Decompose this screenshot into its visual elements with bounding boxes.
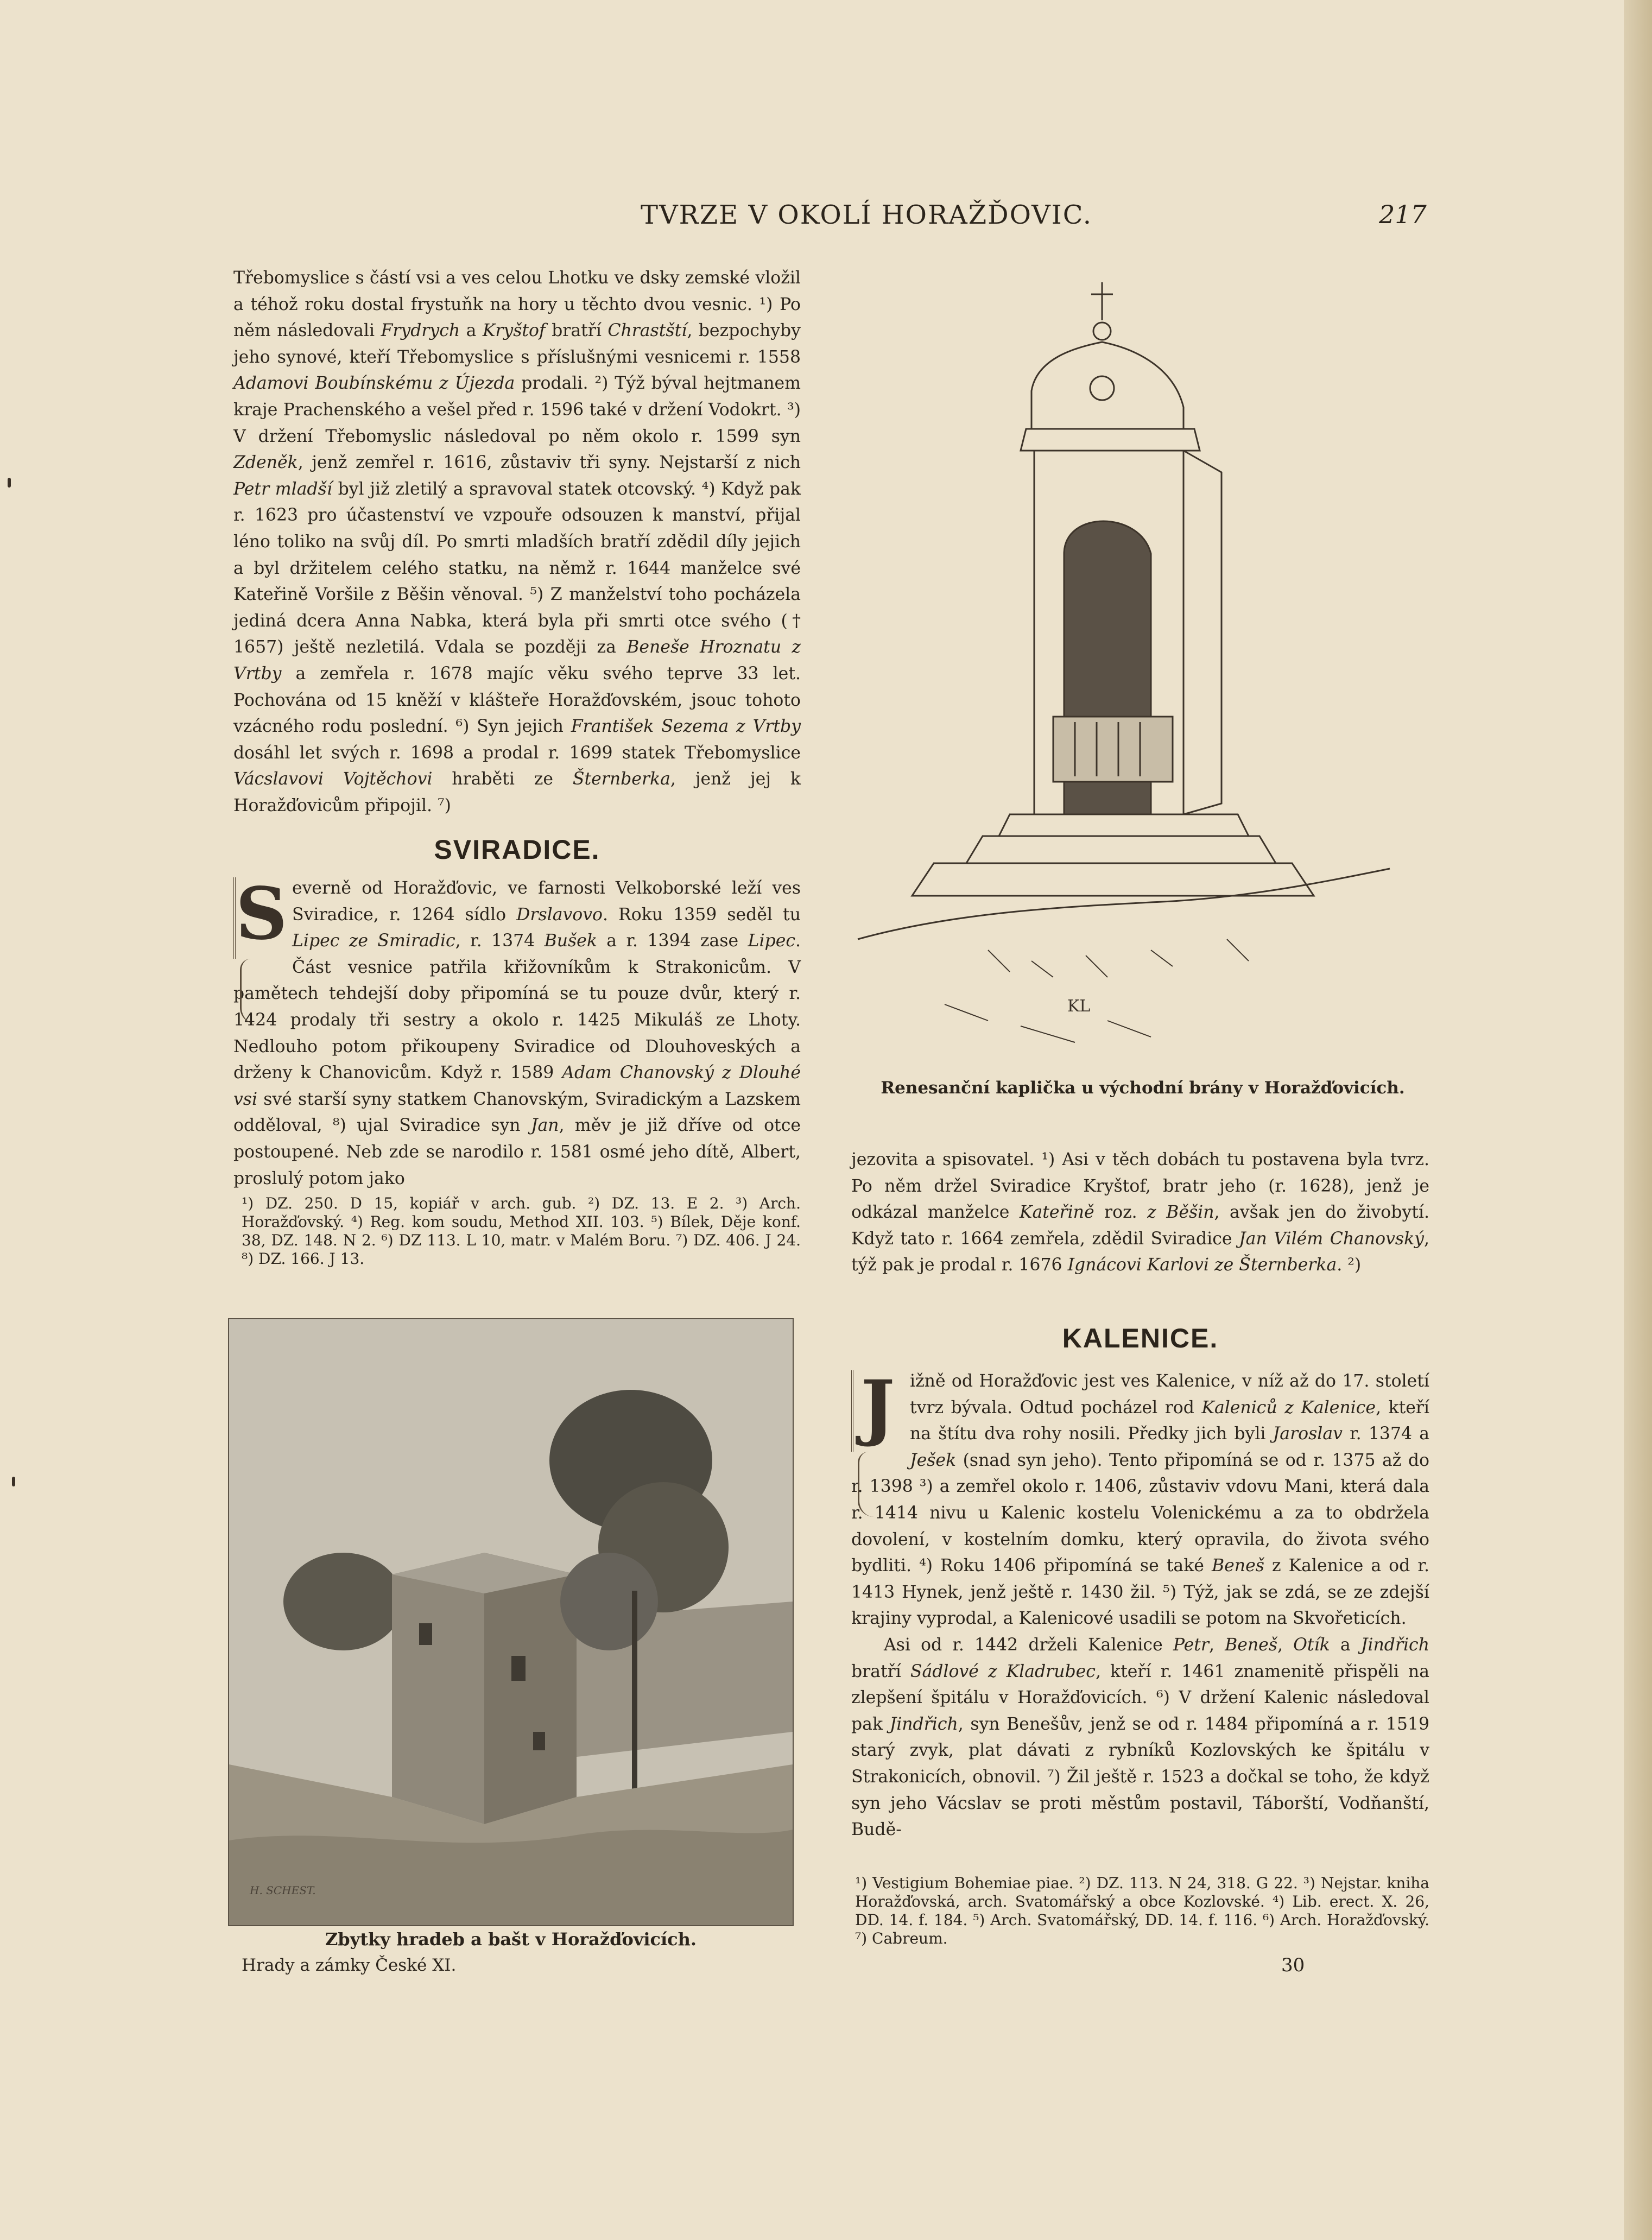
page-edge [1624, 0, 1652, 2240]
right-continuation: jezovita a spisovatel. ¹) Asi v těch dobách tu postavena byla tvrz. Po něm držel Sviradice Kryštof, bratr jeho (r. 1628), jenž je odkázal manželce Kateřině roz. z Běšin, avšak jen do živobytí. Když tato r. 1664 zemřela, zdědil Sviradice Jan Vilém Chanovský, týž pak je prodal r. 1676 Ignácovi Karlovi ze Šternberka. ²) [851, 1150, 1429, 1275]
right-footnotes [855, 1874, 1429, 1948]
running-header: TVRZE V OKOLÍ HORAŽĎOVIC. [641, 200, 1093, 230]
scan-mark [12, 1477, 15, 1486]
scan-mark [8, 478, 11, 488]
drawing-monogram: KL [1067, 997, 1091, 1016]
left-paragraph-1: Třebomyslice s částí vsi a ves celou Lhotku ve dsky zemské vložil a téhož roku dostal frystuňk na hory u těchto dvou vesnic. ¹) Po něm následovali Frydrych a Kryštof bratří Chrastští, bezpochyby jeho synové, kteří Třebomyslice s příslušnými vesnicemi r. 1558 Adamovi Boubínskému z Újezda prodali. ²) Týž býval hejtmanem kraje Prachenského a vešel před r. 1596 také v držení Vodokrt. ³) V držení Třebomyslic následoval po něm okolo r. 1599 syn Zdeněk, jenž zemřel r. 1616, zůstaviv tři syny. Nejstarší z nich Petr mladší byl již zletilý a spravoval statek otcovský. ⁴) Když pak r. 1623 pro účastenství ve vzpouře odsouzen k manství, přijal léno toliko na svůj díl. Po smrti mladších bratří zdědil díly jejich a byl držitelem celého statku, na němž r. 1644 manželce své Kateřině Voršile z Běšin věnoval. ⁵) Z manželství toho pocházela jediná dcera Anna Nabka, která byla při smrti otce svého († 1657) ještě nezletilá. Vdala se později za Beneše Hroznatu z Vrtby a zemřela r. 1678 majíc věku svého teprve 33 let. Pochována od 15 kněží v klášteře Horažďovském, jsouc tohoto vzácného rodu poslední. ⁶) Syn jejich František Sezema z Vrtby dosáhl let svých r. 1698 a prodal r. 1699 statek Třebomyslice Vácslavovi Vojtěchovi hraběti ze Šternberka, jenž jej k Horažďovicům připojil. ⁷) [233, 268, 801, 815]
drop-cap-flourish [858, 1452, 881, 1517]
castle-walls-photo [228, 1318, 794, 1926]
chapel-drawing [847, 271, 1395, 1070]
castle-photo-caption: Zbytky hradeb a bašt v Horažďovicích. [325, 1929, 697, 1950]
photo-signature: H. SCHEST. [250, 1884, 316, 1897]
left-footnotes [242, 1194, 801, 1268]
footnote-block: ¹) DZ. 250. D 15, kopiář v arch. gub. ²) DZ. 13. E 2. ³) Arch. Horažďovský. ⁴) Reg. kom soudu, Method XII. 103. ⁵) Bílek, Děje konf. 38, DZ. 148. N 2. ⁶) DZ 113. L 10, matr. v Malém Boru. ⁷) DZ. 406. J 24. ⁸) DZ. 166. J 13. [242, 1194, 801, 1268]
section-title-kalenice: KALENICE. [1062, 1323, 1219, 1353]
footnote-block: ¹) Vestigium Bohemiae piae. ²) DZ. 113. N 24, 318. G 22. ³) Nejstar. kniha Horažďovská, arch. Svatomářský a obce Kozlovské. ⁴) Lib. erect. X. 26, DD. 14. f. 184. ⁵) Arch. Svatomářský, DD. 14. f. 116. ⁶) Arch. Horažďovský. ⁷) Cabreum. [855, 1874, 1429, 1947]
sheet-number: 30 [1281, 1954, 1305, 1976]
chapel-illustration [847, 271, 1395, 1070]
book-info: Hrady a zámky České XI. [242, 1956, 457, 1975]
section-title-sviradice: SVIRADICE. [434, 834, 600, 865]
right-section-kalenice: Jižně od Horažďovic jest ves Kalenice, v níž až do 17. století tvrz bývala. Odtud pocházel rod Kaleniců z Kalenice, kteří na štítu dva rohy nosili. Předky jich byli Jaroslav r. 1374 a Ješek (snad syn jeho). Tento připomíná se od r. 1375 až do r. 1398 ³) a zemřel okolo r. 1406, zůstaviv vdovu Mani, která dala r. 1414 nivu u Kalenic kostelu Volenickému a za to obdržela dovolení, v kostelním domku, který opravila, do života svého bydliti. ⁴) Roku 1406 připomíná se také Beneš z Kalenice a od r. 1413 Hynek, jenž ještě r. 1430 žil. ⁵) Týž, jak se zdá, se ze zdejší krajiny vyprodal, a Kalenicové usadili se potom na Skvořeticích. Asi od r. 1442 drželi Kalenice Petr, Beneš, Otík a Jindřich bratří Sádlové z Kladrubec, kteří r. 1461 znamenitě přispěli na zlepšení špitálu v Horažďovicích. ⁶) V držení Kalenic následoval pak Jindřich, syn Benešův, jenž se od r. 1484 připomíná a r. 1519 starý zvyk, plat dávati z rybníků Kozlovských ke špitálu v Strakonicích, obnovil. ⁷) Žil ještě r. 1523 a dočkal se toho, že když syn jeho Vácslav se proti městům postavil, Táborští, Vodňanští, Budě- [851, 1365, 1430, 1840]
castle-walls-illustration [229, 1319, 793, 1925]
chapel-caption: Renesanční kaplička u východní brány v Horažďovicích. [881, 1078, 1405, 1098]
left-section-sviradice: Severně od Horažďovic, ve farnosti Velkoborské leží ves Sviradice, r. 1264 sídlo Drslavovo. Roku 1359 seděl tu Lipec ze Smiradic, r. 1374 Bušek a r. 1394 zase Lipec. Část vesnice patřila křižovníkům k Strakonicům. V pamětech tehdejší doby připomíná se tu pouze dvůr, který r. 1424 prodaly tři sestry a okolo r. 1425 Mikuláš ze Lhoty. Nedlouho potom přikoupeny Sviradice od Dlouhoveských a drženy k Chanovicům. Když r. 1589 Adam Chanovský z Dlouhé vsi své starší syny statkem Chanovským, Sviradickým a Lazskem odděloval, ⁸) ujal Sviradice syn Jan, měv je již dříve od otce postoupené. Neb zde se narodilo r. 1581 osmé jeho dítě, Albert, proslulý potom jako [233, 872, 801, 1188]
drop-cap-j: J [851, 1370, 902, 1452]
page-number: 217 [1379, 200, 1427, 229]
drop-cap-flourish [240, 959, 263, 1024]
drop-cap-s: S [233, 877, 284, 959]
